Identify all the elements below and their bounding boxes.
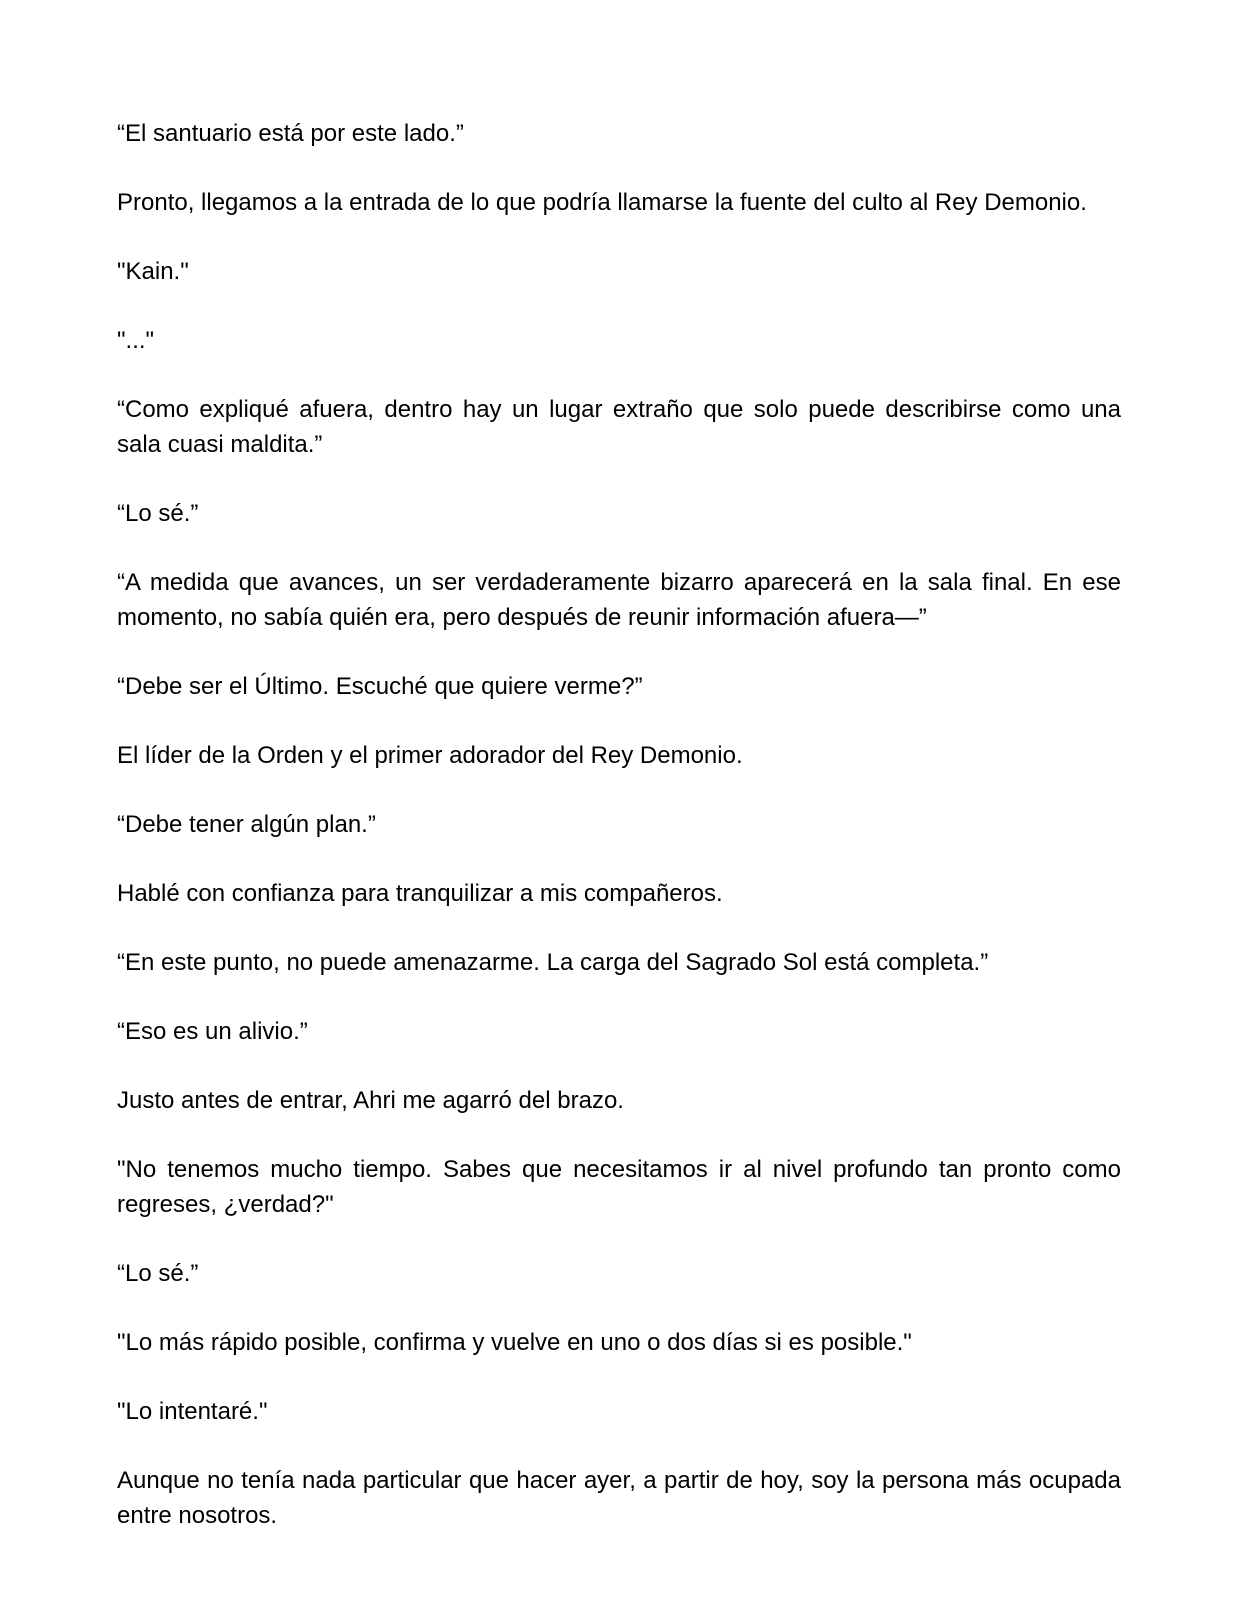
paragraph-16: “Lo sé.” [117,1260,199,1287]
paragraph-4: "..." [117,327,155,354]
paragraph-8: “Debe ser el Último. Escuché que quiere verme?” [117,673,643,700]
paragraph-12: “En este punto, no puede amenazarme. La carga del Sagrado Sol está completa.” [117,949,989,976]
paragraph-9: El líder de la Orden y el primer adorador del Rey Demonio. [117,742,743,769]
paragraph-5: “Como expliqué afuera, dentro hay un lugar extraño que solo puede describirse como una sala cuasi maldita.” [117,396,1121,458]
document-page [117,116,1121,1567]
paragraph-1: “El santuario está por este lado.” [117,120,464,147]
paragraph-14: Justo antes de entrar, Ahri me agarró del brazo. [117,1087,624,1114]
paragraph-11: Hablé con confianza para tranquilizar a mis compañeros. [117,880,723,907]
paragraph-18: "Lo intentaré." [117,1398,268,1425]
paragraph-3: "Kain." [117,258,189,285]
paragraph-19: Aunque no tenía nada particular que hacer ayer, a partir de hoy, soy la persona más ocupada entre nosotros. [117,1467,1121,1529]
paragraph-15: "No tenemos mucho tiempo. Sabes que necesitamos ir al nivel profundo tan pronto como regreses, ¿verdad?" [117,1156,1121,1218]
paragraph-13: “Eso es un alivio.” [117,1018,308,1045]
paragraph-2: Pronto, llegamos a la entrada de lo que podría llamarse la fuente del culto al Rey Demonio. [117,189,1087,216]
paragraph-6: “Lo sé.” [117,500,199,527]
paragraph-10: “Debe tener algún plan.” [117,811,376,838]
paragraph-17: "Lo más rápido posible, confirma y vuelve en uno o dos días si es posible." [117,1329,912,1356]
paragraph-7: “A medida que avances, un ser verdaderamente bizarro aparecerá en la sala final. En ese momento, no sabía quién era, pero después de reunir información afuera—” [117,569,1121,631]
